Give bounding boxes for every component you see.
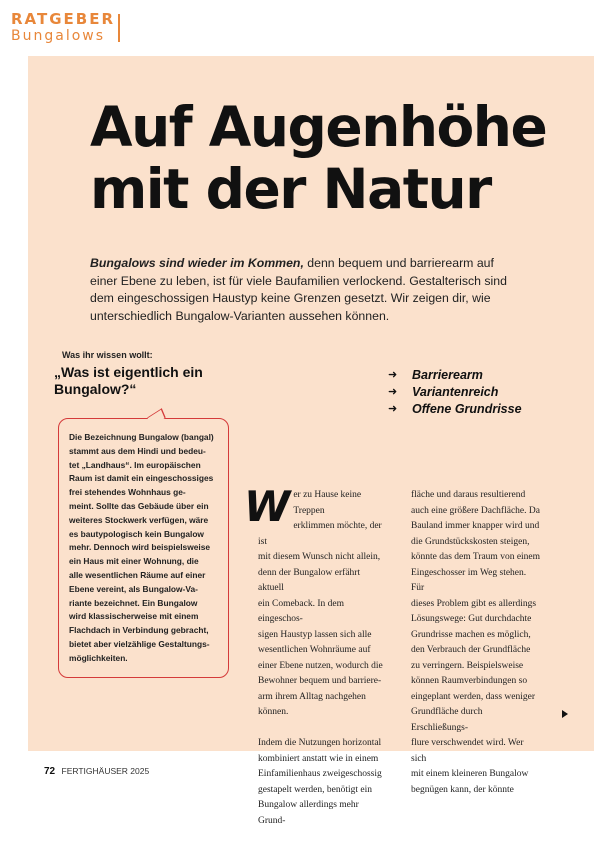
section-header — [11, 11, 115, 44]
body-line: flure verschwendet wird. Wer sich — [411, 738, 524, 764]
body-line: Bauland immer knapper wird und — [411, 521, 540, 531]
header-divider — [118, 14, 120, 42]
body-line: einer Ebene nutzen, wodurch die — [258, 660, 383, 671]
article-intro — [90, 255, 510, 325]
body-line: fläche und daraus resultierend — [411, 490, 526, 500]
body-line: die Grundstückskosten steigen, — [411, 536, 530, 547]
feature-item — [388, 383, 522, 400]
magazine-name: FERTIGHÄUSER 2025 — [61, 766, 150, 776]
definition-line: Die Bezeichnung Bungalow (bangal) — [69, 432, 214, 442]
body-line: er zu Hause keine Treppen — [293, 490, 362, 516]
definition-line: tet „Landhaus“. Im europäischen — [69, 459, 201, 470]
definition-line: ein Haus mit einer Wohnung, die — [69, 556, 199, 567]
body-line: zu verringern. Beispielsweise — [411, 660, 524, 671]
body-paragraph — [244, 482, 388, 721]
body-line: Indem die Nutzungen horizontal — [258, 738, 382, 748]
body-column-1 — [244, 482, 388, 845]
arrow-right-icon: ➜ — [388, 369, 398, 381]
feature-label: Offene Grundrisse — [412, 401, 522, 416]
definition-bubble — [58, 418, 229, 678]
question-line-2: Bungalow?“ — [54, 381, 137, 397]
arrow-right-icon: ➜ — [388, 403, 398, 415]
body-line: erklimmen möchte, der ist — [258, 521, 382, 547]
body-line: können. — [258, 707, 289, 717]
body-line: Lösungswege: Gut durchdachte — [411, 614, 532, 624]
title-line-1: Auf Augenhöhe — [90, 95, 547, 159]
body-line: kombiniert anstatt wie in einem — [258, 753, 379, 764]
body-line: wesentlichen Wohnräume auf — [258, 645, 371, 655]
feature-list — [388, 366, 522, 417]
body-line: begnügen kann, der könnte — [411, 784, 514, 795]
body-line: eingeplant werden, dass weniger — [411, 691, 535, 702]
body-line: den Verbrauch der Grundfläche — [411, 645, 531, 655]
arrow-right-icon: ➜ — [388, 386, 398, 398]
definition-line: Raum ist damit ein eingeschossiges — [69, 473, 214, 484]
infobox-question — [54, 364, 254, 398]
definition-line: meint. Sollte das Gebäude über ein — [69, 500, 209, 511]
body-line: Grundfläche durch Erschließungs- — [411, 707, 483, 733]
definition-line: riante bezeichnet. Ein Bungalow — [69, 597, 198, 608]
page-footer — [44, 766, 149, 777]
body-line: dieses Problem gibt es allerdings — [411, 598, 537, 609]
body-line: arm ihrem Alltag nachgehen — [258, 691, 366, 702]
title-line-2: mit der Natur — [90, 157, 491, 221]
article-title — [90, 96, 546, 220]
body-line: sigen Haustyp lassen sich alle — [258, 629, 372, 640]
body-line: könnte das dem Traum von einem — [411, 552, 541, 562]
definition-line: Ebene vereint, als Bungalow-Va- — [69, 583, 198, 594]
body-line: ein Comeback. In dem eingeschos- — [258, 598, 345, 624]
question-line-1: „Was ist eigentlich ein — [54, 364, 203, 380]
definition-line: wird klassischerweise mit einem — [69, 611, 199, 622]
intro-lead: Bungalows sind wieder im Kommen, — [90, 256, 304, 270]
definition-line: bietet aber vielzählige Gestaltungs- — [69, 638, 210, 649]
feature-item — [388, 400, 522, 417]
definition-line: es bautypologisch kein Bungalow — [69, 528, 204, 539]
body-line: mit einem kleineren Bungalow — [411, 769, 529, 779]
drop-cap: W — [244, 482, 291, 531]
body-line: Bewohner bequem und barriere- — [258, 676, 382, 686]
body-paragraph — [411, 488, 541, 798]
intro-text: denn bequem und barrierearm auf einer Ebene zu leben, ist für viele Baufamilien verlockend. Gestalterisch sind dem eingeschossigen Haustyp keine Grenzen gesetzt. Wir zeigen dir, wie unterschiedlich Bungalow-Varianten aussehen können. — [90, 256, 507, 323]
continue-arrow-icon — [562, 710, 568, 718]
body-line: mit diesem Wunsch nicht allein, — [258, 552, 381, 562]
definition-line: frei stehendes Wohnhaus ge- — [69, 487, 186, 498]
infobox-label: Was ihr wissen wollt: — [62, 350, 153, 360]
body-line: Grundrisse machen es möglich, — [411, 629, 531, 640]
definition-text — [69, 431, 220, 666]
body-line: Einfamilienhaus zweigeschossig — [258, 769, 382, 779]
definition-line: alle wesentlichen Räume auf einer — [69, 569, 206, 580]
body-line: denn der Bungalow erfährt aktuell — [258, 567, 361, 593]
body-line: gestapelt werden, benötigt ein — [258, 784, 372, 795]
body-column-2 — [411, 488, 541, 814]
page-number: 72 — [44, 766, 56, 777]
body-line: auch eine größere Dachfläche. Da — [411, 505, 540, 516]
feature-item — [388, 366, 522, 383]
definition-line: stammt aus dem Hindi und bedeu- — [69, 445, 206, 456]
section-sublabel: Bungalows — [11, 28, 106, 44]
definition-line: mehr. Dennoch wird beispielsweise — [69, 542, 211, 553]
body-line: Eingeschosser im Weg stehen. Für — [411, 567, 527, 593]
definition-line: weiteres Stockwerk verfügen, wäre — [69, 514, 209, 525]
feature-label: Barrierearm — [412, 367, 483, 382]
section-label: RATGEBER — [11, 10, 116, 28]
body-line: können Raumverbindungen so — [411, 676, 528, 686]
definition-line: möglichkeiten. — [69, 652, 128, 663]
feature-label: Variantenreich — [412, 384, 499, 399]
body-paragraph — [258, 736, 388, 829]
definition-line: Flachdach in Verbindung gebracht, — [69, 625, 209, 636]
body-line: Bungalow allerdings mehr Grund- — [258, 800, 359, 826]
